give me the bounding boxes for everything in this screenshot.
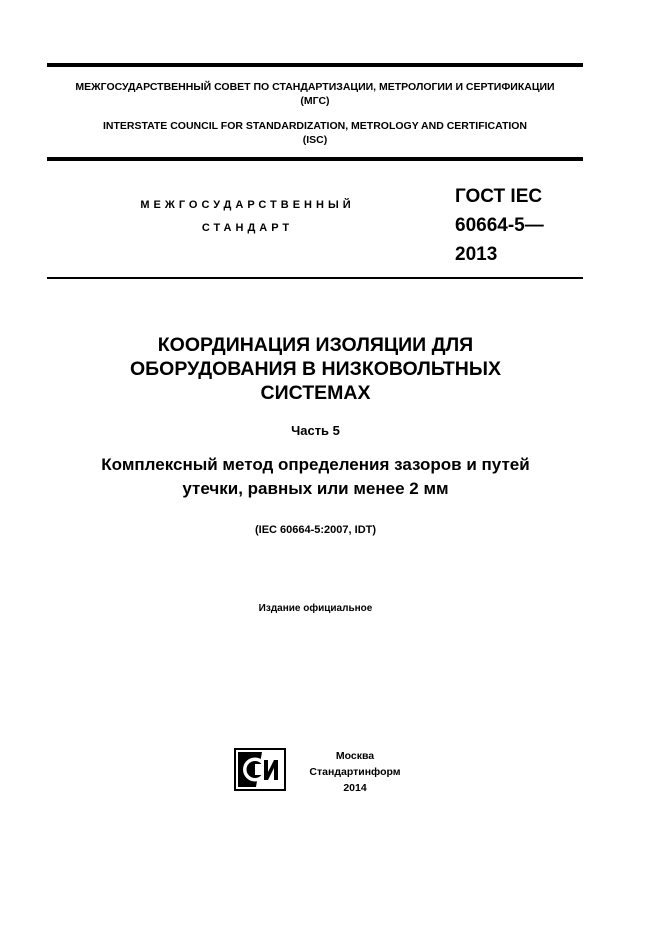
council-ru: МЕЖГОСУДАРСТВЕННЫЙ СОВЕТ ПО СТАНДАРТИЗАЦИИ, МЕТРОЛОГИИ И СЕРТИФИКАЦИИ [75, 81, 555, 93]
subtitle-line1: Комплексный метод определения зазоров и путей [101, 455, 530, 474]
designation-line3: 2013 [455, 244, 498, 265]
top-rule [47, 63, 583, 67]
designation-line2: 60664-5— [455, 215, 544, 236]
publisher-name: Стандартинформ [309, 766, 401, 778]
designation-rule [47, 277, 583, 279]
title-line2: ОБОРУДОВАНИЯ В НИЗКОВОЛЬТНЫХ [129, 358, 501, 380]
council-ru-abbr: (МГС) [300, 95, 330, 107]
standartinform-logo-icon [232, 748, 288, 792]
standard-type-line1: МЕЖГОСУДАРСТВЕННЫЙ [140, 199, 355, 211]
publisher-block [300, 748, 410, 796]
designation-line1: ГОСТ IEC [455, 186, 543, 207]
publisher-city: Москва [335, 750, 375, 762]
title-line1: КООРДИНАЦИЯ ИЗОЛЯЦИИ ДЛЯ [157, 334, 474, 356]
document-subtitle [40, 453, 591, 501]
standard-designation [455, 182, 544, 269]
standard-type-line2: СТАНДАРТ [201, 222, 294, 234]
header-rule [47, 157, 583, 161]
publication-year: 2014 [343, 782, 367, 794]
iec-reference: (IEC 60664-5:2007, IDT) [254, 524, 377, 536]
part-label: Часть 5 [291, 423, 340, 438]
edition-label: Издание официальное [258, 603, 373, 614]
subtitle-line2: утечки, равных или менее 2 мм [182, 479, 449, 498]
title-line3: СИСТЕМАХ [260, 382, 371, 404]
document-title [60, 333, 571, 405]
council-en-abbr: (ISC) [302, 134, 328, 146]
council-en: INTERSTATE COUNCIL FOR STANDARDIZATION, METROLOGY AND CERTIFICATION [102, 120, 528, 132]
